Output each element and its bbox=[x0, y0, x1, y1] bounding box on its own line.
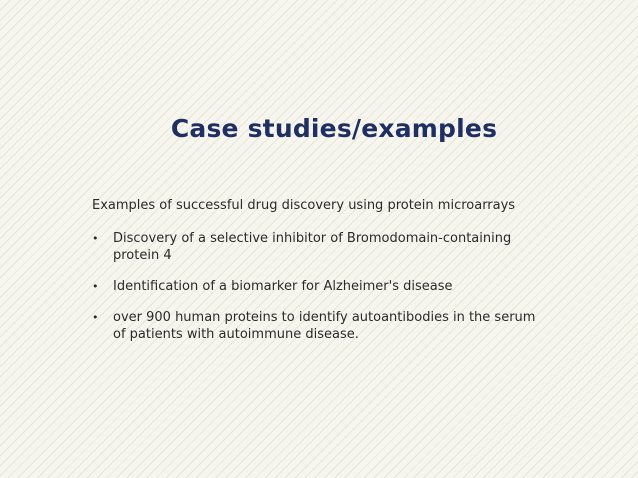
bullet-icon: • bbox=[92, 280, 99, 293]
bullet-icon: • bbox=[92, 232, 99, 245]
slide-title: Case studies/examples bbox=[170, 114, 498, 143]
bullet-list bbox=[92, 230, 552, 357]
bullet-text: Identification of a biomarker for Alzheimer's disease bbox=[113, 279, 453, 294]
bullet-item bbox=[92, 278, 552, 295]
bullet-text: over 900 human proteins to identify autoantibodies in the serum of patients with autoimmune disease. bbox=[113, 310, 536, 342]
bullet-icon: • bbox=[92, 311, 99, 324]
intro-text: Examples of successful drug discovery using protein microarrays bbox=[92, 198, 516, 213]
bullet-item bbox=[92, 230, 552, 264]
bullet-text: Discovery of a selective inhibitor of Bromodomain-containing protein 4 bbox=[113, 231, 512, 263]
bullet-item bbox=[92, 309, 552, 343]
